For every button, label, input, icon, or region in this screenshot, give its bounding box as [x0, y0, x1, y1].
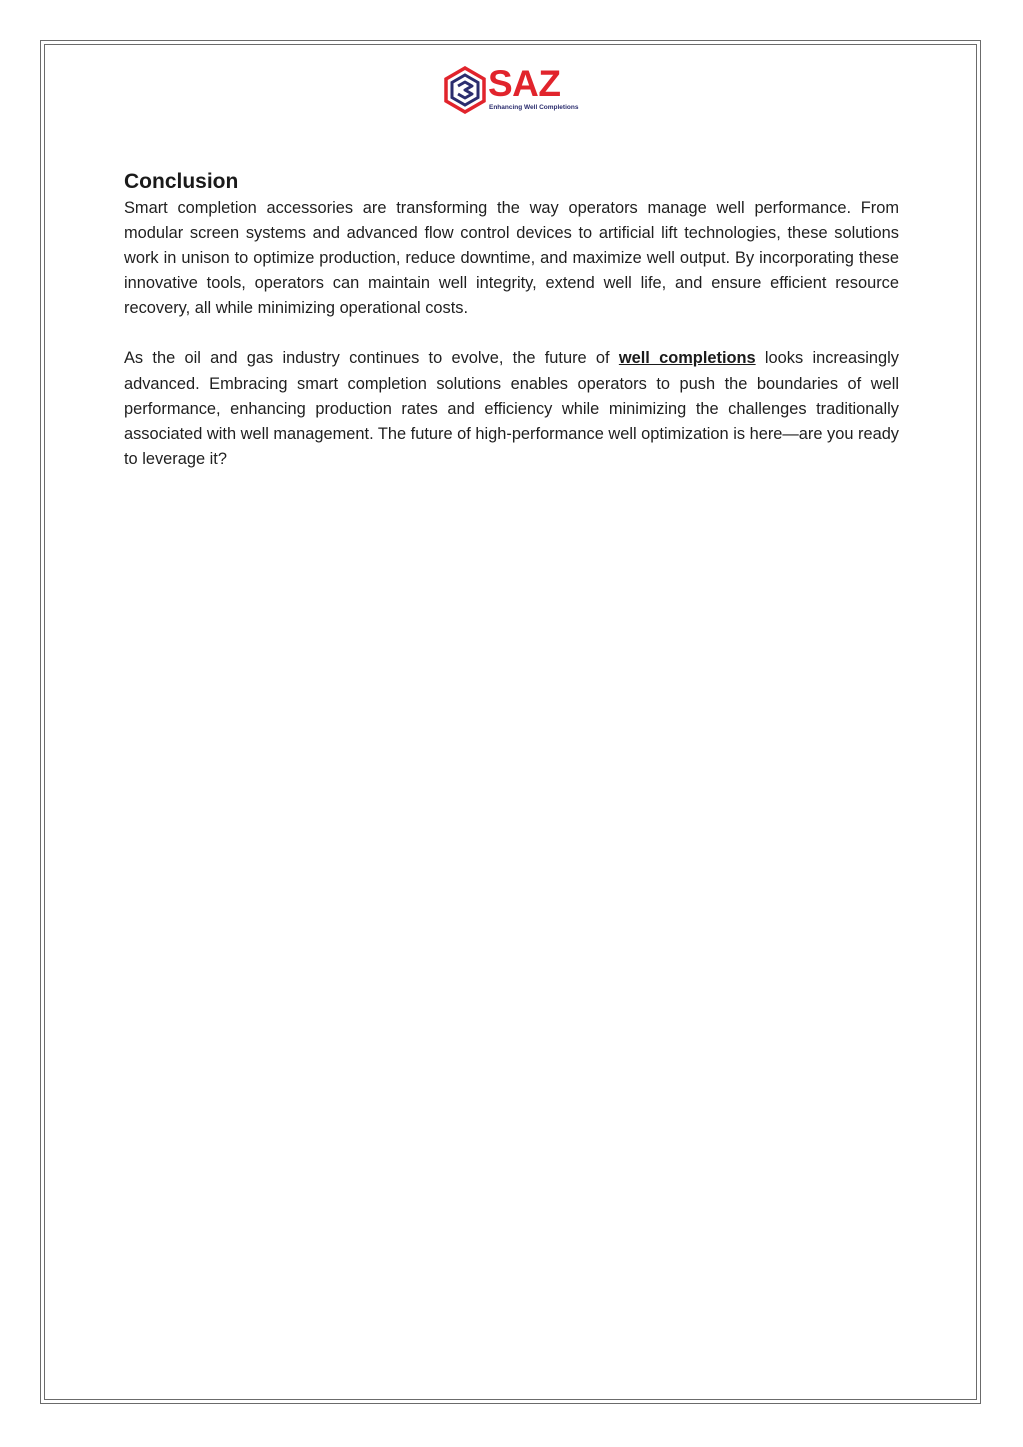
- logo-brand-text: SAZ: [488, 63, 561, 104]
- conclusion-section: [124, 168, 899, 472]
- well-completions-link[interactable]: well completions: [618, 349, 756, 368]
- paragraph-spacer: [124, 321, 899, 346]
- saz-logo: [442, 63, 582, 116]
- paragraph-2-start: As the oil and gas industry continues to evolve, the future of: [124, 349, 619, 368]
- section-heading: Conclusion: [124, 170, 239, 193]
- hexagon-logo-icon: [442, 66, 488, 114]
- paragraph-1: Smart completion accessories are transforming the way operators manage well performance. From modular screen systems and advanced flow control devices to artificial lift technologies, these solutions work in unison to optimize production, reduce downtime, and maximize well output. By incorporating these innovative tools, operators can maintain well integrity, extend well life, and ensure efficient resource recovery, all while minimizing operational costs.: [124, 199, 899, 318]
- paragraph-2: [124, 346, 899, 471]
- logo-tagline: Enhancing Well Completions: [489, 104, 579, 111]
- paragraph-2-end: looks increasingly advanced. Embracing smart completion solutions enables operators to push the boundaries of well performance, enhancing production rates and efficiency while minimizing the challenges traditionally associated with well management. The future of high-performance well optimization is here—are you ready to leverage it?: [124, 349, 900, 468]
